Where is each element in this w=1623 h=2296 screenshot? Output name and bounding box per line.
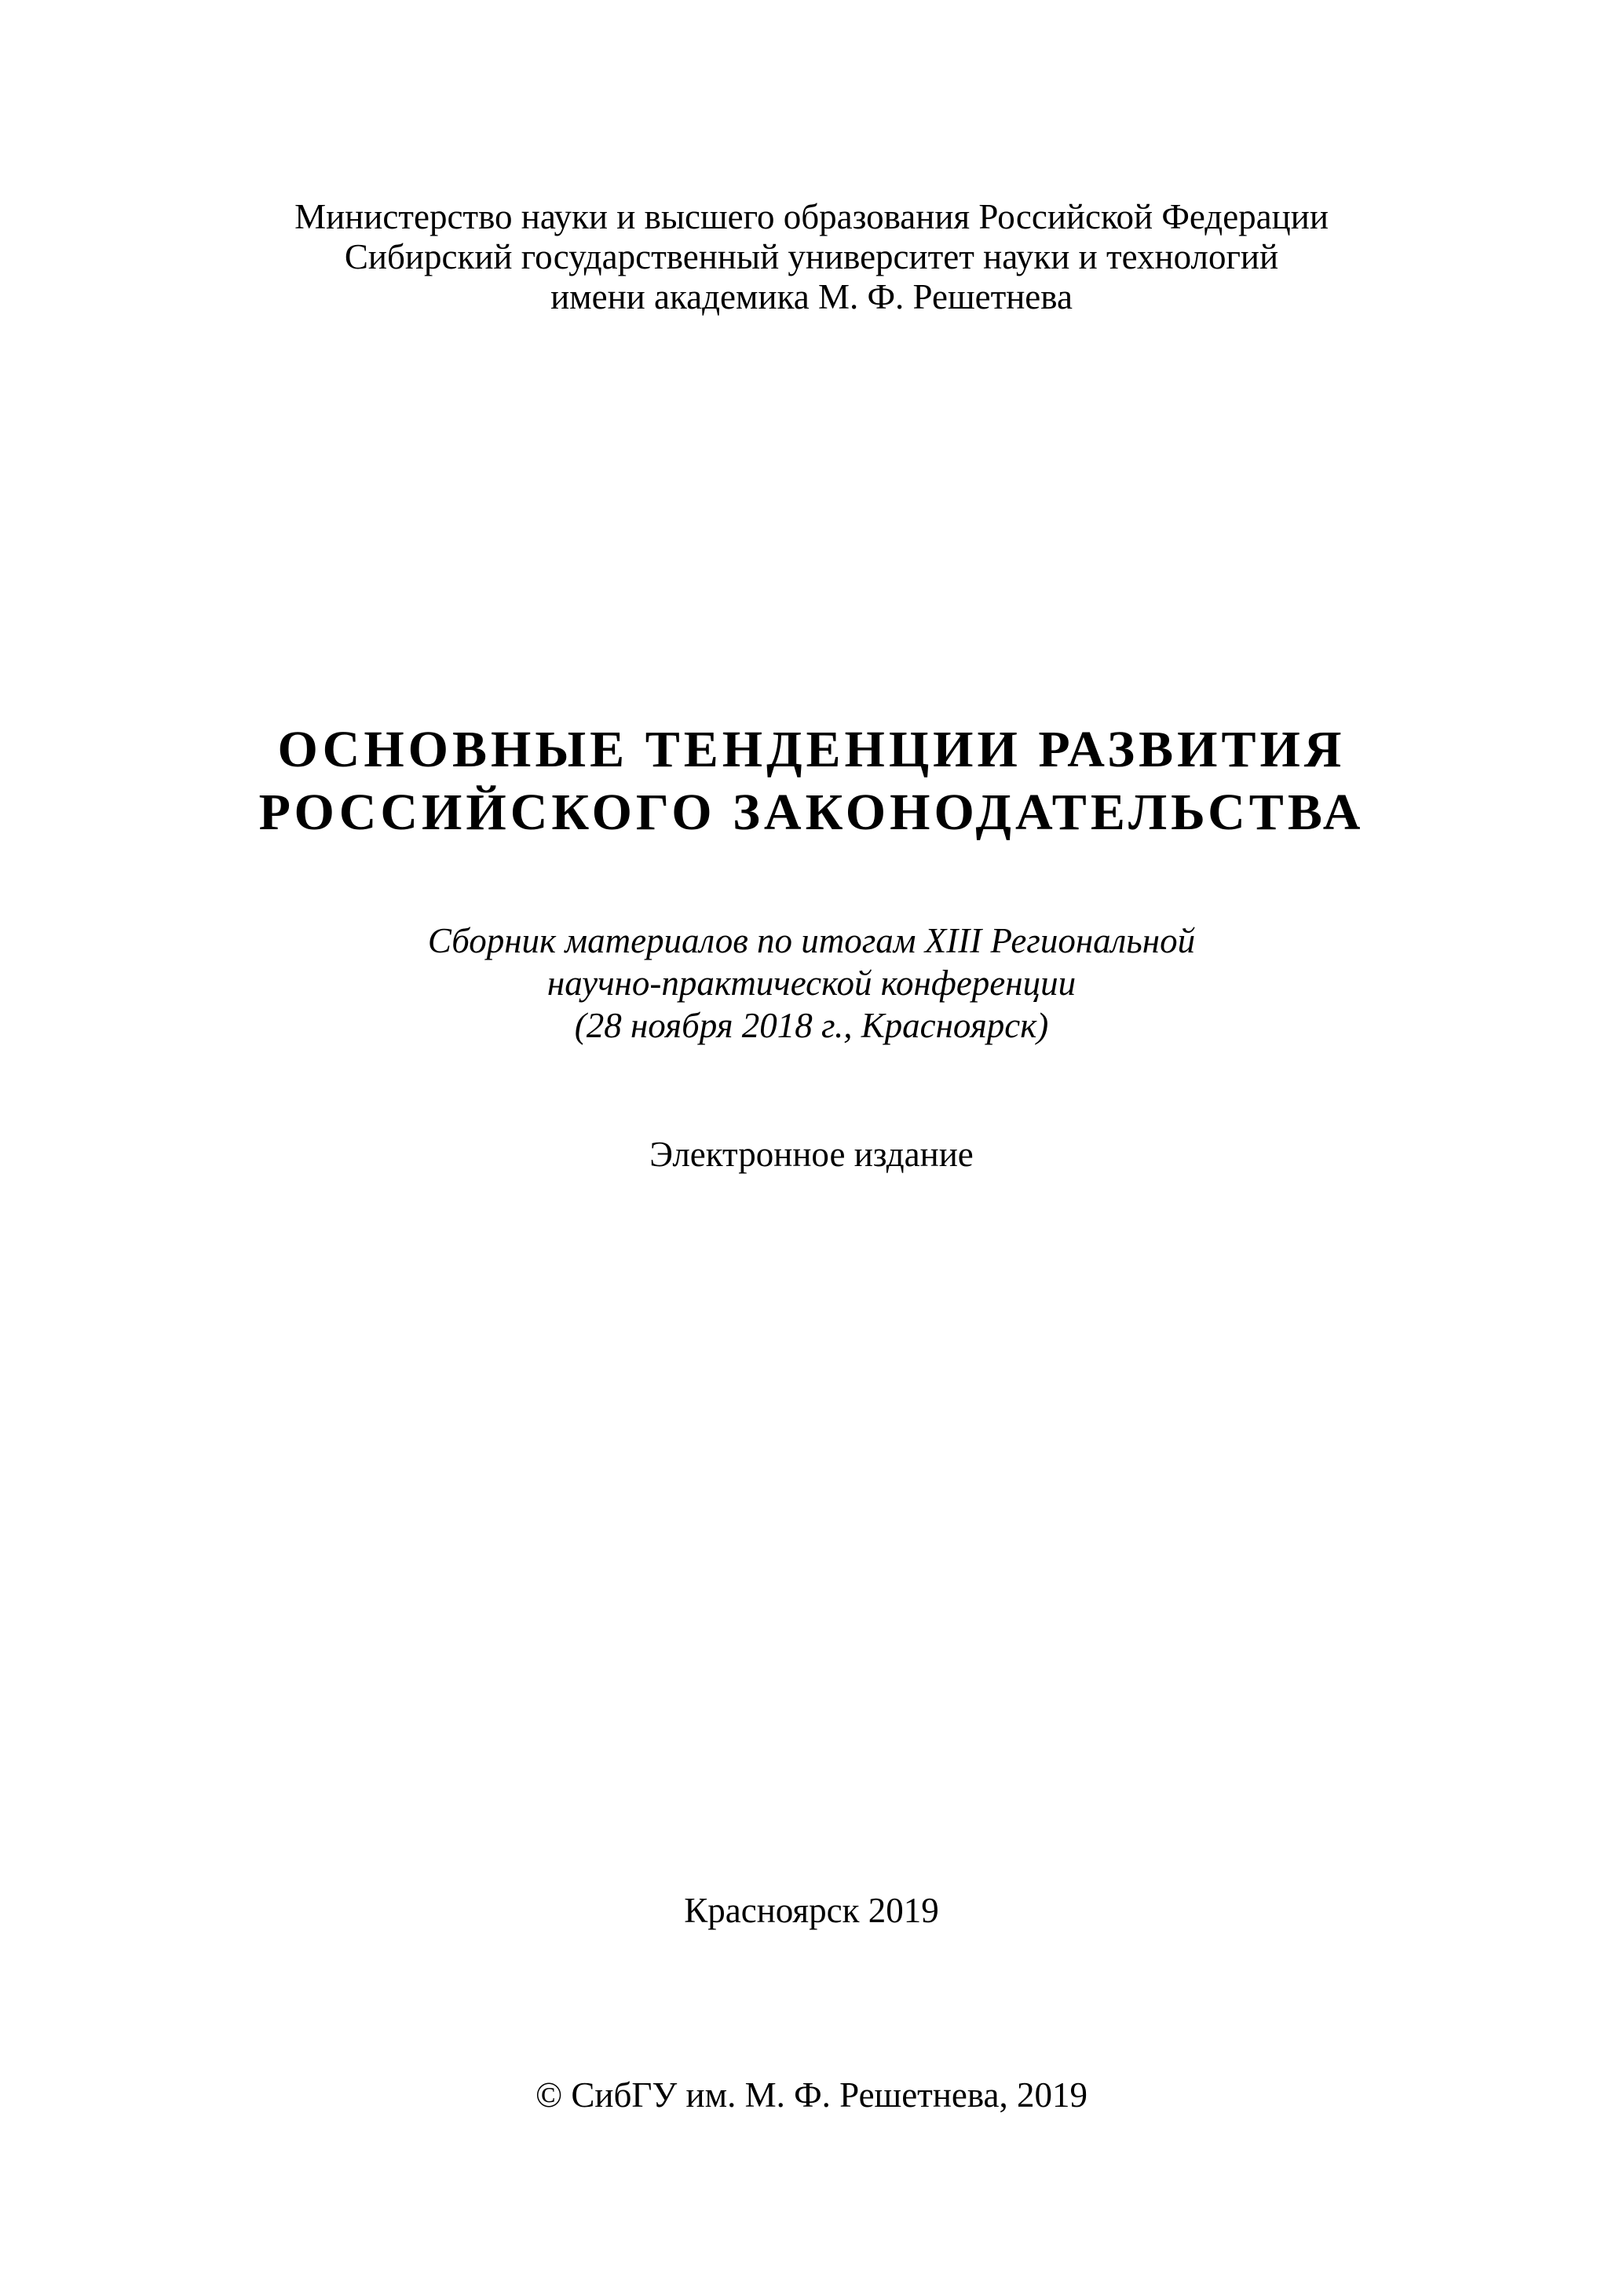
header-ministry: Министерство науки и высшего образования Российской Федерации <box>294 197 1329 236</box>
copyright: © СибГУ им. М. Ф. Решетнева, 2019 <box>535 2075 1088 2115</box>
edition-type: Электронное издание <box>649 1135 974 1174</box>
subtitle-line-2: научно-практической конференции <box>546 963 1077 1003</box>
subtitle-line-3: (28 ноября 2018 г., Красноярск) <box>574 1006 1049 1045</box>
header-university-name: имени академика М. Ф. Решетнева <box>550 277 1073 316</box>
document-title-line-1: ОСНОВНЫЕ ТЕНДЕНЦИИ РАЗВИТИЯ <box>277 721 1346 778</box>
document-title-line-2: РОССИЙСКОГО ЗАКОНОДАТЕЛЬСТВА <box>258 784 1365 841</box>
header-university: Сибирский государственный университет науки и технологий <box>344 237 1279 276</box>
subtitle-line-1: Сборник материалов по итогам XIII Региональной <box>427 921 1196 960</box>
place-year: Красноярск 2019 <box>684 1891 939 1930</box>
